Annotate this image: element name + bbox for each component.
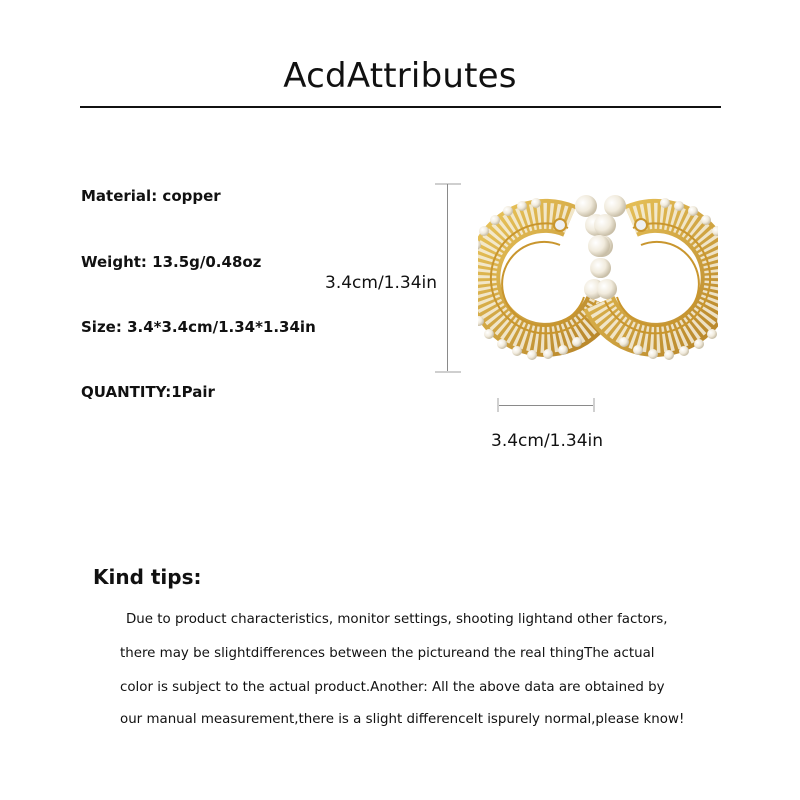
left-earring [478, 195, 613, 360]
page-title: AcdAttributes [283, 56, 517, 96]
attribute-label: Material: [81, 187, 158, 205]
attribute-value: 3.4*3.4cm/1.34*1.34in [121, 318, 316, 336]
attribute-label: QUANTITY: [81, 383, 172, 401]
attribute-material [81, 187, 221, 205]
tip-line: there may be slightdifferences between the pictureand the real thingThe actual [120, 646, 655, 661]
attribute-quantity [81, 383, 215, 401]
attribute-value: 1Pair [171, 383, 215, 401]
width-dimension-line [499, 405, 595, 406]
height-dimension-line [447, 184, 448, 372]
dimension-cap-bottom [435, 371, 461, 373]
width-label: 3.4cm/1.34in [491, 431, 604, 451]
attribute-weight [81, 253, 261, 271]
attribute-size [81, 318, 316, 336]
tip-line: color is subject to the actual product.Another: All the above data are obtained by [120, 680, 665, 695]
attribute-value: 13.5g/0.48oz [146, 253, 262, 271]
tips-heading: Kind tips: [93, 565, 202, 589]
dimension-cap-top [435, 183, 461, 185]
attribute-label: Size: [81, 318, 122, 336]
attribute-label: Weight: [81, 253, 147, 271]
dimension-cap-right [593, 398, 595, 412]
attribute-value: copper [157, 187, 221, 205]
tip-line: Due to product characteristics, monitor settings, shooting lightand other factors, [126, 612, 668, 627]
tip-line: our manual measurement,there is a slight differenceIt ispurely normal,please know! [120, 712, 685, 727]
earrings-photo [478, 178, 718, 383]
right-earring [588, 195, 718, 360]
title-divider [80, 106, 721, 108]
height-label: 3.4cm/1.34in [325, 273, 438, 293]
